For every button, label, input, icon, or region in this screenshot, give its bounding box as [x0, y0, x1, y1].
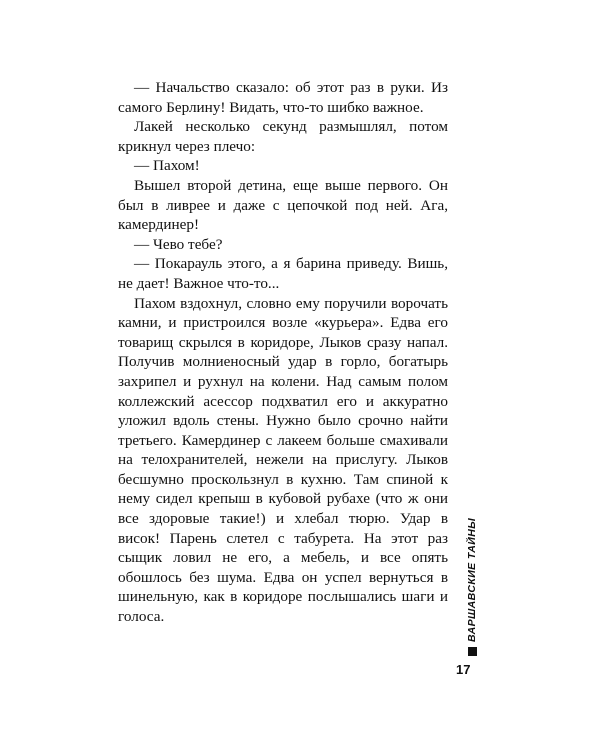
page-number: 17: [456, 662, 471, 677]
paragraph-2: Лакей несколько секунд размышлял, потом крикнул через плечо:: [118, 118, 448, 155]
paragraph-3: — Пахом!: [134, 157, 200, 175]
paragraph-5: — Чево тебе?: [134, 235, 223, 253]
running-head-rotated: [464, 496, 480, 656]
book-title: ВАРШАВСКИЕ ТАЙНЫ: [466, 517, 478, 642]
running-head: [464, 496, 480, 656]
paragraph-1: — Начальство сказало: об этот раз в руки. Из самого Берлину! Видать, что-то шибко важное.: [118, 79, 448, 116]
square-bullet-icon: [468, 647, 477, 656]
paragraph-6: — Покарауль этого, а я барина приведу. Вишь, не дает! Важное что-то...: [118, 255, 448, 292]
body-text: [118, 78, 448, 627]
paragraph-4: Вышел второй детина, еще выше первого. Он был в ливрее и даже с цепочкой под ней. Ага, камердинер!: [118, 176, 448, 234]
paragraph-7: Пахом вздохнул, словно ему поручили ворочать камни, и пристроился возле «курьера». Едва его товарищ скрылся в коридоре, Лыков сразу напал. Получив молниеносный удар в горло, богатырь захрипел и рухнул на колени. Над самым полом коллежский асессор подхватил его и аккуратно уложил вдоль стены. Нужно было срочно найти третьего. Камердинер с лакеем больше смахивали на телохранителей, нежели на прислугу. Лыков бесшумно проскользнул в кухню. Там спиной к нему сидел крепыш в кубовой рубахе (что ж они все здоровые такие!) и хлебал тюрю. Удар в висок! Парень слетел с табурета. На этот раз сыщик ловил не его, а мебель, и все опять обошлось без шума. Едва он успел вернуться в шинельную, как в коридоре послышались шаги и голоса.: [118, 294, 448, 626]
